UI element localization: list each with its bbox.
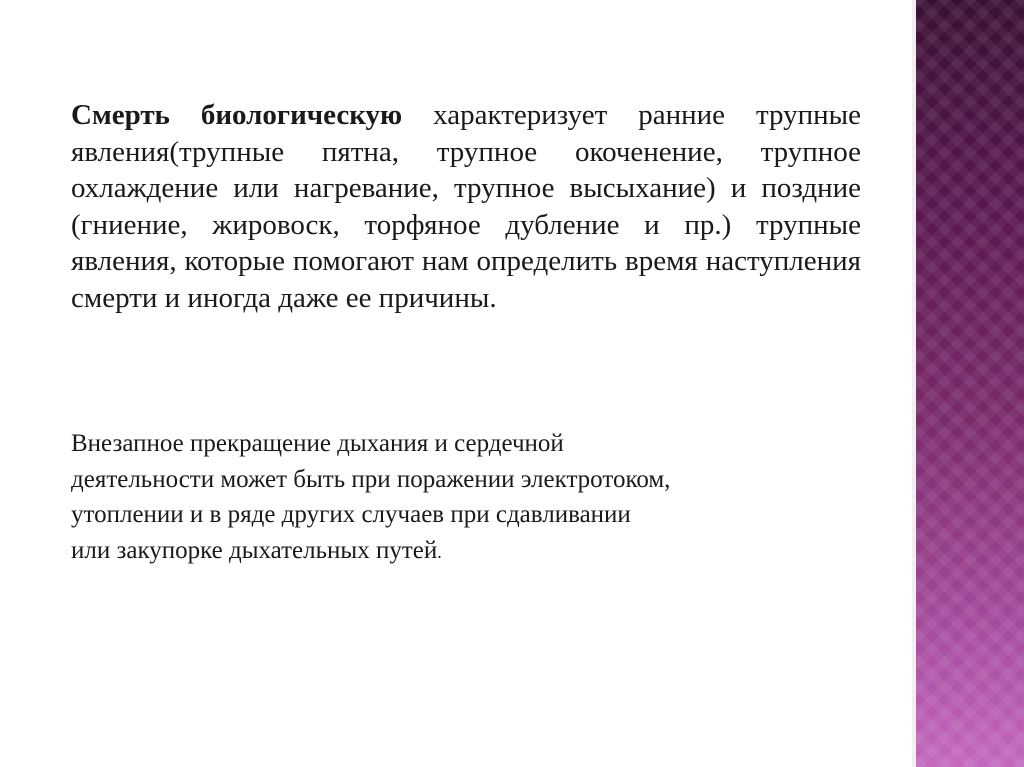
end-period: .: [437, 541, 442, 562]
paragraph-biological-death: [71, 97, 861, 317]
decorative-side-band: [916, 0, 1024, 767]
paragraph-line: утоплении и в ряде других случаев при сдавливании: [71, 501, 631, 528]
paragraph-line: [71, 533, 871, 571]
paragraph-line: деятельности может быть при поражении электротоком,: [71, 465, 671, 493]
paragraph-line-text: или закупорке дыхательных путей: [71, 536, 438, 564]
paragraph-sudden-stop: [71, 426, 871, 570]
paragraph-line: Внезапное прекращение дыхания и сердечной: [71, 430, 564, 457]
bold-lead-phrase: Смерть биологическую: [71, 99, 403, 131]
paragraph-biological-death-text: характеризует ранние трупные явления(трупные пятна, трупное окоченение, трупное охлаждение или нагревание, трупное высыхание) и поздние (гниение, жировоск, торфяное дубление и пр.) трупные явления, которые помогают нам определить время наступления смерти и иногда даже ее причины.: [71, 99, 862, 314]
